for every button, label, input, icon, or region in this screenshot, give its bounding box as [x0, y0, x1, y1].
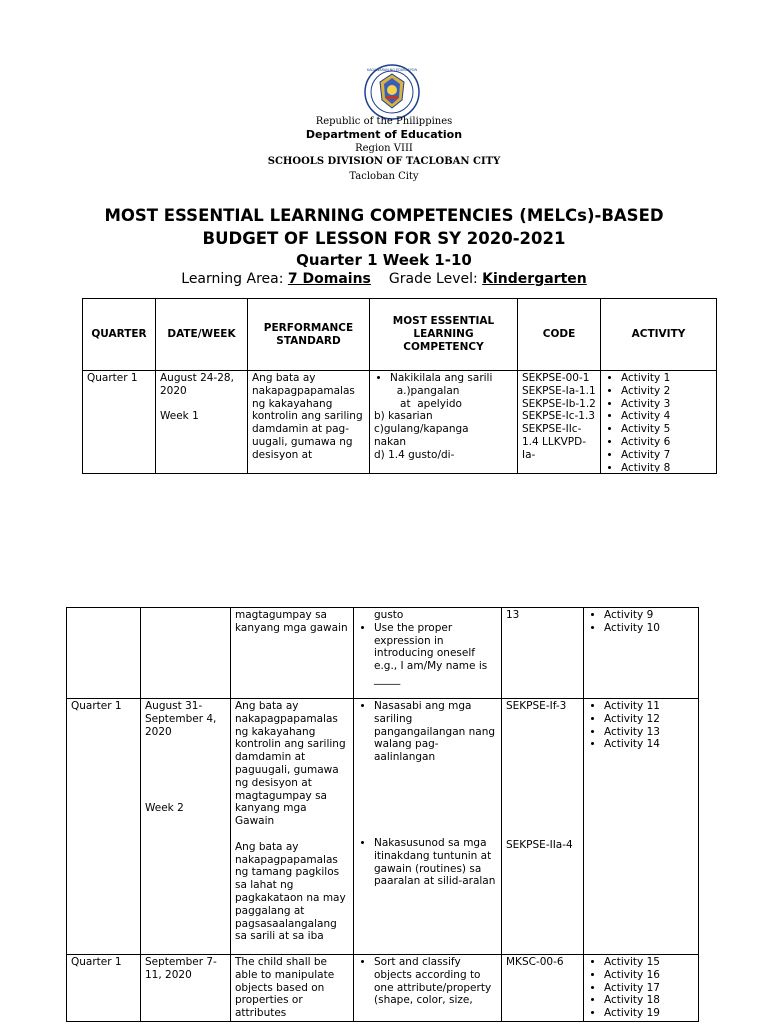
budget-of-lesson-table-page2: [66, 607, 699, 1022]
deped-seal-logo: [364, 64, 420, 120]
grade-level-value: Kindergarten: [482, 271, 587, 287]
competency-blank: _____: [374, 672, 401, 685]
learning-area-value: 7 Domains: [287, 271, 371, 287]
document-title-line1: MOST ESSENTIAL LEARNING COMPETENCIES (MELCs)-BASED: [104, 206, 664, 225]
date-cell: September 7-11, 2020: [145, 956, 217, 981]
quarter-week-heading: Quarter 1 Week 1-10: [296, 251, 472, 269]
activity-item: • Activity 15: [604, 956, 694, 969]
code-cell: 13: [506, 609, 520, 621]
activity-item: • Activity 1: [621, 372, 712, 385]
activity-item: • Activity 13: [604, 726, 694, 739]
table-row: [67, 699, 699, 955]
activity-item: • Activity 18: [604, 994, 694, 1007]
date-cell: August 24-28, 2020: [160, 372, 238, 397]
week-cell: Week 2: [145, 802, 184, 814]
activity-item: • Activity 10: [604, 622, 694, 635]
competency-line: a.)pangalan: [390, 384, 460, 397]
seal-text: KAGAWARAN NG EDUKASYON: [366, 68, 418, 72]
competency-line: b) kasarian: [374, 410, 433, 423]
quarter-cell: [71, 609, 136, 697]
city-line: Tacloban City: [349, 171, 419, 182]
activity-item: • Activity 12: [604, 713, 694, 726]
learning-area-line: [0, 271, 768, 287]
division-line: SCHOOLS DIVISION OF TACLOBAN CITY: [267, 156, 501, 167]
competency-continuation: gusto: [374, 609, 404, 621]
performance-standard-b: Ang bata ay nakapagpapamalas ng tamang pagkilos sa lahat ng pagkakataon na may paggalang at pagsasaalangalang sa sarili at sa iba: [235, 840, 346, 943]
date-cell: August 31- September 4, 2020: [145, 700, 220, 738]
activity-list: [588, 609, 694, 635]
header-competency: MOST ESSENTIAL LEARNING COMPETENCY: [370, 299, 518, 371]
activity-item: • Activity 16: [604, 969, 694, 982]
week-cell: Week 1: [160, 410, 199, 423]
header-quarter: QUARTER: [83, 299, 156, 371]
header-code: CODE: [518, 299, 601, 371]
code-cell: MKSC-00-6: [506, 956, 564, 968]
competency-bullet: • Nakikilala ang sarili: [390, 372, 513, 385]
activity-item: • Activity 3: [621, 398, 712, 411]
competency-bullet: • Nasasabi ang mga sariling pangangailangan nang walang pag-aalinlangan: [374, 700, 497, 764]
code-cell: SEKPSE-00-1 SEKPSE-Ia-1.1 SEKPSE-Ib-1.2 SEKPSE-Ic-1.3 SEKPSE-IIc-1.4 LLKVPD-Ia-: [522, 372, 596, 461]
competency-line: at apelyido: [390, 397, 462, 410]
table-row: [67, 955, 699, 1022]
region-line: Region VIII: [355, 143, 413, 154]
performance-cell: Ang bata ay nakapagpapamalas ng kakayahang kontrolin ang sariling damdamin at pag-uugali, gumawa ng desisyon at: [252, 372, 363, 461]
competency-bullet: • Sort and classify objects according to one attribute/property (shape, color, size,: [374, 956, 497, 1007]
competency-bullet: • Nakasusunod sa mga itinakdang tuntunin at gawain (routines) sa paaralan at silid-aralan: [374, 837, 497, 888]
competency-bullet: Use the proper expression in introducing oneself e.g., I am/My name is: [374, 621, 488, 673]
code-cell: SEKPSE-IIa-4: [506, 839, 573, 851]
activity-item: • Activity 9: [604, 609, 694, 622]
activity-list: [605, 372, 712, 472]
performance-standard-a: Ang bata ay nakapagpapamalas ng kakayahang kontrolin ang sariling damdamin at paguugali, gumawa ng desisyon at magtagumpay sa kanyang mga Gawain: [235, 700, 346, 828]
quarter-cell: Quarter 1: [71, 700, 122, 712]
activity-item: • Activity 7: [621, 449, 712, 462]
code-cell: SEKPSE-If-3: [506, 700, 567, 712]
department-line: Department of Education: [305, 128, 463, 141]
learning-area-label: Learning Area:: [181, 271, 288, 287]
quarter-cell: Quarter 1: [87, 372, 138, 384]
activity-item: • Activity 17: [604, 982, 694, 995]
performance-cell: The child shall be able to manipulate objects based on properties or attributes: [235, 956, 335, 1020]
activity-item: • Activity 6: [621, 436, 712, 449]
activity-list: [588, 956, 694, 1020]
competency-line: c)gulang/kapanga: [374, 423, 469, 436]
competency-line: d) 1.4 gusto/di-: [374, 448, 455, 461]
budget-of-lesson-table-page1: [82, 298, 717, 474]
activity-item: • Activity 14: [604, 738, 694, 751]
quarter-cell: Quarter 1: [71, 956, 122, 968]
grade-level-label: Grade Level:: [388, 271, 483, 287]
performance-cell: magtagumpay sa kanyang mga gawain: [235, 609, 348, 634]
activity-item: • Activity 8: [621, 462, 712, 472]
table-row: [83, 371, 717, 474]
header-performance-standard: PERFORMANCE STANDARD: [248, 299, 370, 371]
activity-item: • Activity 19: [604, 1007, 694, 1020]
activity-item: • Activity 5: [621, 423, 712, 436]
activity-item: • Activity 2: [621, 385, 712, 398]
document-title-line2: BUDGET OF LESSON FOR SY 2020-2021: [202, 229, 566, 248]
activity-list: [588, 700, 694, 751]
competency-line: nakan: [374, 435, 407, 448]
activity-item: • Activity 11: [604, 700, 694, 713]
table-row: [67, 608, 699, 699]
header-activity: ACTIVITY: [601, 299, 717, 371]
table-header-row: [83, 299, 717, 371]
republic-line: Republic of the Philippines: [315, 116, 453, 127]
date-cell: [145, 609, 226, 697]
activity-item: • Activity 4: [621, 410, 712, 423]
header-date-week: DATE/WEEK: [156, 299, 248, 371]
